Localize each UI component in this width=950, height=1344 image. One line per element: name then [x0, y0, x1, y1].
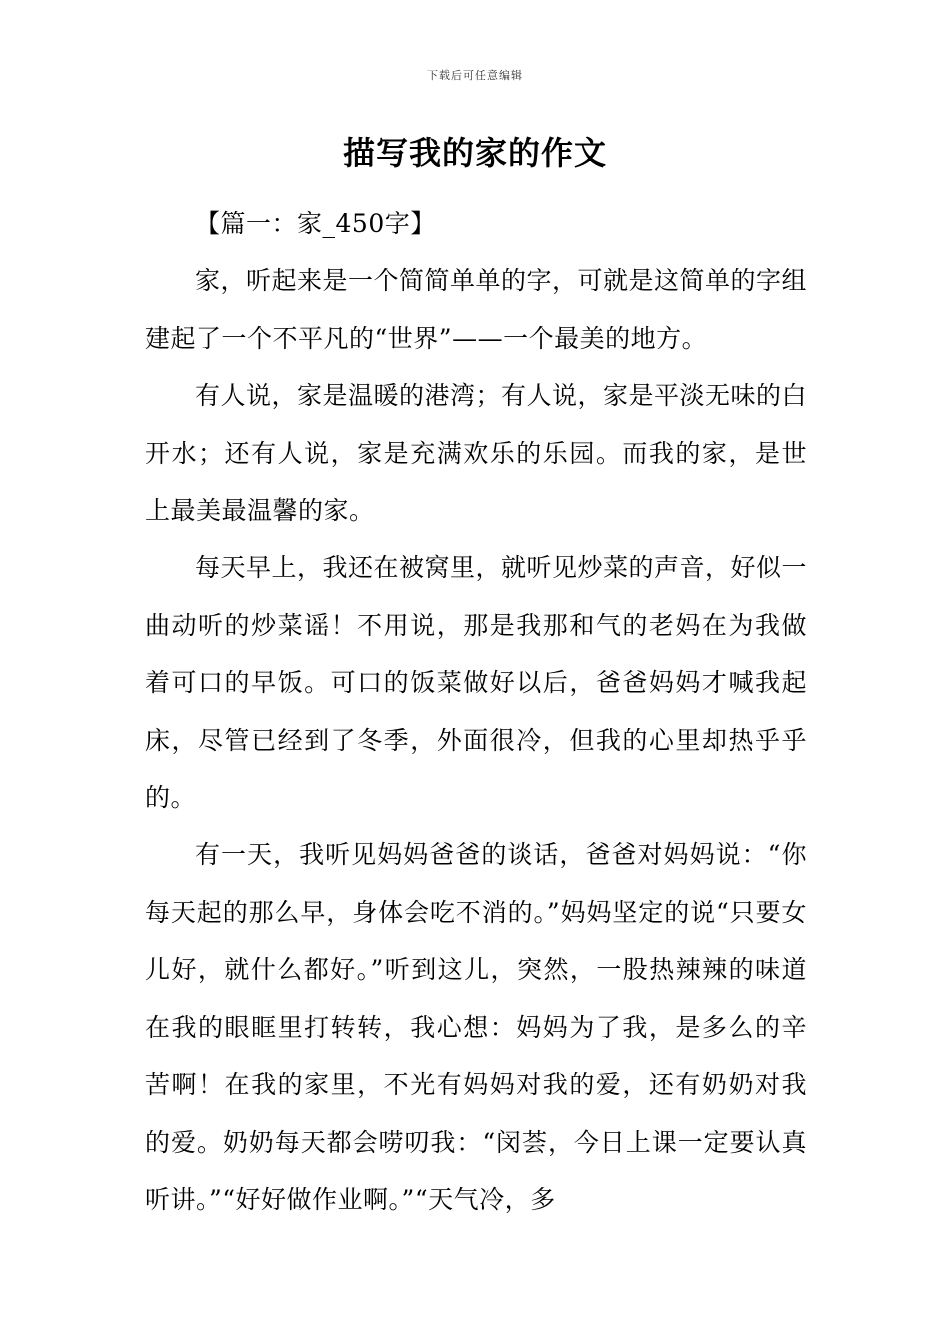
essay-body	[145, 195, 807, 1228]
paragraph-4: 有一天，我听见妈妈爸爸的谈话，爸爸对妈妈说：“你每天起的那么早，身体会吃不消的。”妈妈坚定的说“只要女儿好，就什么都好。”听到这儿，突然，一股热辣辣的味道在我的眼眶里打转转，我心想：妈妈为了我，是多么的辛苦啊！在我的家里，不光有妈妈对我的爱，还有奶奶对我的爱。奶奶每天都会唠叨我：“闵荟，今日上课一定要认真听讲。”“好好做作业啊。”“天气冷，多	[145, 840, 807, 1214]
header-note: 下载后可任意编辑	[427, 69, 523, 82]
paragraph-1: 家，听起来是一个简简单单的字，可就是这简单的字组建起了一个不平凡的“世界”——一个最美的地方。	[145, 266, 808, 353]
paragraph-2: 有人说，家是温暖的港湾；有人说，家是平淡无味的白开水；还有人说，家是充满欢乐的乐园。而我的家，是世上最美最温馨的家。	[145, 381, 808, 526]
document-title: 描写我的家的作文	[342, 134, 607, 172]
section-heading	[145, 195, 807, 252]
paragraph-3: 每天早上，我还在被窝里，就听见炒菜的声音，好似一曲动听的炒菜谣！不用说，那是我那和气的老妈在为我做着可口的早饭。可口的饭菜做好以后，爸爸妈妈才喊我起床，尽管已经到了冬季，外面很冷，但我的心里却热乎乎的。	[145, 553, 808, 813]
section-heading-text: 篇一：家_450字	[220, 209, 411, 238]
section-heading-close-bracket: 】	[410, 209, 436, 238]
section-heading-open-bracket: 【	[195, 209, 221, 238]
